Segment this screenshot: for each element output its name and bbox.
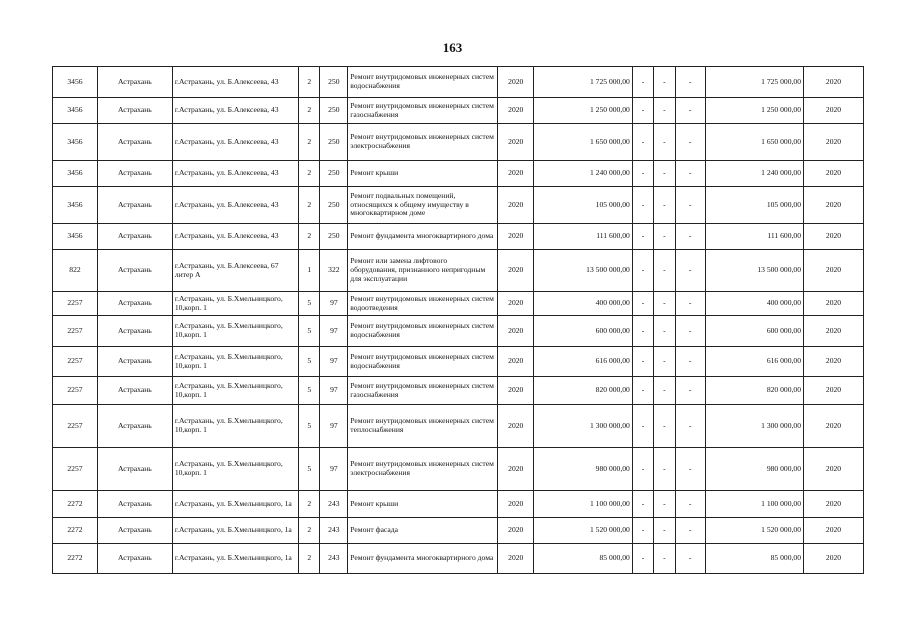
row-address: г.Астрахань, ул. Б.Алексеева, 43 [172,224,298,250]
table-row [53,292,864,316]
row-floors: 2 [299,491,320,518]
row-end-year: 2020 [804,518,864,544]
row-floors: 2 [299,98,320,124]
row-year: 2020 [498,316,534,347]
row-dash-3: - [675,518,705,544]
table-row [53,224,864,250]
row-work-type: Ремонт внутридомовых инженерных систем электроснабжения [348,124,498,161]
row-end-year: 2020 [804,250,864,292]
row-cost: 13 500 000,00 [534,250,632,292]
row-address: г.Астрахань, ул. Б.Алексеева, 43 [172,161,298,187]
row-cost: 1 300 000,00 [534,405,632,448]
page-number: 163 [442,40,463,55]
row-id: 3456 [53,124,98,161]
row-dash-2: - [654,544,675,574]
row-total: 1 240 000,00 [705,161,803,187]
repair-program-table [52,66,864,574]
row-floors: 5 [299,377,320,405]
row-end-year: 2020 [804,161,864,187]
table-row [53,161,864,187]
row-cost: 1 240 000,00 [534,161,632,187]
row-apartments: 250 [320,187,348,224]
row-apartments: 97 [320,347,348,377]
row-id: 2272 [53,544,98,574]
row-end-year: 2020 [804,347,864,377]
row-dash-2: - [654,405,675,448]
row-dash-2: - [654,518,675,544]
row-address: г.Астрахань, ул. Б.Хмельницкого, 10,корп. 1 [172,316,298,347]
row-cost: 820 000,00 [534,377,632,405]
row-floors: 2 [299,124,320,161]
table-row [53,491,864,518]
row-id: 2272 [53,518,98,544]
row-end-year: 2020 [804,448,864,491]
row-address: г.Астрахань, ул. Б.Хмельницкого, 10,корп. 1 [172,377,298,405]
row-cost: 111 600,00 [534,224,632,250]
row-cost: 616 000,00 [534,347,632,377]
row-apartments: 250 [320,124,348,161]
row-dash-3: - [675,316,705,347]
row-city: Астрахань [97,67,172,98]
row-address: г.Астрахань, ул. Б.Хмельницкого, 10,корп. 1 [172,292,298,316]
row-total: 1 725 000,00 [705,67,803,98]
row-work-type: Ремонт крыши [348,491,498,518]
row-id: 822 [53,250,98,292]
row-apartments: 243 [320,544,348,574]
row-total: 1 100 000,00 [705,491,803,518]
row-dash-3: - [675,292,705,316]
row-address: г.Астрахань, ул. Б.Хмельницкого, 10,корп. 1 [172,347,298,377]
row-city: Астрахань [97,292,172,316]
row-apartments: 97 [320,316,348,347]
row-year: 2020 [498,67,534,98]
row-city: Астрахань [97,377,172,405]
row-work-type: Ремонт внутридомовых инженерных систем теплоснабжения [348,405,498,448]
row-work-type: Ремонт внутридомовых инженерных систем водоотведения [348,292,498,316]
row-id: 3456 [53,224,98,250]
table-row [53,405,864,448]
row-apartments: 97 [320,405,348,448]
row-id: 3456 [53,67,98,98]
row-id: 2257 [53,405,98,448]
row-floors: 2 [299,518,320,544]
row-work-type: Ремонт внутридомовых инженерных систем газоснабжения [348,377,498,405]
row-city: Астрахань [97,491,172,518]
row-address: г.Астрахань, ул. Б.Хмельницкого, 10,корп. 1 [172,448,298,491]
row-floors: 2 [299,224,320,250]
row-work-type: Ремонт или замена лифтового оборудования, признанного непригодным для эксплуатации [348,250,498,292]
row-cost: 1 725 000,00 [534,67,632,98]
row-city: Астрахань [97,448,172,491]
row-city: Астрахань [97,187,172,224]
row-end-year: 2020 [804,405,864,448]
row-dash-2: - [654,98,675,124]
row-id: 2257 [53,316,98,347]
row-floors: 1 [299,250,320,292]
table-row [53,347,864,377]
row-total: 85 000,00 [705,544,803,574]
row-address: г.Астрахань, ул. Б.Алексеева, 67 литер А [172,250,298,292]
row-year: 2020 [498,491,534,518]
row-total: 105 000,00 [705,187,803,224]
row-city: Астрахань [97,98,172,124]
row-dash-1: - [632,316,653,347]
row-total: 13 500 000,00 [705,250,803,292]
table-row [53,187,864,224]
row-dash-2: - [654,292,675,316]
row-end-year: 2020 [804,292,864,316]
row-year: 2020 [498,377,534,405]
row-apartments: 243 [320,518,348,544]
row-floors: 5 [299,405,320,448]
row-dash-2: - [654,316,675,347]
row-work-type: Ремонт внутридомовых инженерных систем водоснабжения [348,347,498,377]
row-dash-1: - [632,161,653,187]
row-dash-1: - [632,377,653,405]
row-end-year: 2020 [804,67,864,98]
row-apartments: 97 [320,448,348,491]
row-cost: 600 000,00 [534,316,632,347]
row-work-type: Ремонт внутридомовых инженерных систем электроснабжения [348,448,498,491]
table-row [53,518,864,544]
row-year: 2020 [498,544,534,574]
row-work-type: Ремонт фундамента многоквартирного дома [348,224,498,250]
row-id: 2257 [53,292,98,316]
row-id: 3456 [53,98,98,124]
row-address: г.Астрахань, ул. Б.Хмельницкого, 1а [172,491,298,518]
row-dash-1: - [632,67,653,98]
row-floors: 2 [299,544,320,574]
row-work-type: Ремонт фасада [348,518,498,544]
row-apartments: 250 [320,67,348,98]
row-dash-3: - [675,491,705,518]
row-dash-2: - [654,448,675,491]
table-row [53,124,864,161]
table-row [53,98,864,124]
row-dash-3: - [675,544,705,574]
row-cost: 980 000,00 [534,448,632,491]
table-row [53,250,864,292]
row-dash-1: - [632,98,653,124]
row-total: 980 000,00 [705,448,803,491]
row-dash-2: - [654,224,675,250]
row-id: 2257 [53,347,98,377]
row-address: г.Астрахань, ул. Б.Алексеева, 43 [172,98,298,124]
row-apartments: 250 [320,98,348,124]
row-floors: 5 [299,316,320,347]
table-body [53,67,864,574]
row-cost: 1 650 000,00 [534,124,632,161]
row-cost: 400 000,00 [534,292,632,316]
row-dash-1: - [632,124,653,161]
row-dash-1: - [632,347,653,377]
row-city: Астрахань [97,544,172,574]
row-dash-3: - [675,250,705,292]
row-dash-2: - [654,161,675,187]
row-dash-2: - [654,187,675,224]
row-city: Астрахань [97,405,172,448]
row-address: г.Астрахань, ул. Б.Алексеева, 43 [172,187,298,224]
row-cost: 105 000,00 [534,187,632,224]
row-dash-3: - [675,224,705,250]
row-end-year: 2020 [804,224,864,250]
row-dash-2: - [654,377,675,405]
row-dash-1: - [632,250,653,292]
row-end-year: 2020 [804,316,864,347]
row-year: 2020 [498,250,534,292]
row-apartments: 97 [320,377,348,405]
row-cost: 1 520 000,00 [534,518,632,544]
row-cost: 85 000,00 [534,544,632,574]
row-dash-3: - [675,347,705,377]
row-year: 2020 [498,98,534,124]
row-dash-2: - [654,347,675,377]
row-work-type: Ремонт фундамента многоквартирного дома [348,544,498,574]
row-work-type: Ремонт внутридомовых инженерных систем водоснабжения [348,67,498,98]
row-apartments: 250 [320,224,348,250]
row-apartments: 322 [320,250,348,292]
row-end-year: 2020 [804,124,864,161]
row-work-type: Ремонт крыши [348,161,498,187]
row-total: 1 650 000,00 [705,124,803,161]
row-city: Астрахань [97,347,172,377]
row-dash-3: - [675,405,705,448]
table-row [53,316,864,347]
row-apartments: 97 [320,292,348,316]
row-dash-3: - [675,124,705,161]
row-apartments: 250 [320,161,348,187]
row-floors: 5 [299,292,320,316]
row-dash-3: - [675,67,705,98]
row-year: 2020 [498,187,534,224]
table-row [53,448,864,491]
row-dash-3: - [675,98,705,124]
row-end-year: 2020 [804,98,864,124]
row-floors: 2 [299,161,320,187]
row-year: 2020 [498,224,534,250]
row-total: 400 000,00 [705,292,803,316]
row-dash-3: - [675,448,705,491]
row-city: Астрахань [97,518,172,544]
row-cost: 1 250 000,00 [534,98,632,124]
row-total: 1 300 000,00 [705,405,803,448]
row-dash-3: - [675,187,705,224]
row-end-year: 2020 [804,377,864,405]
table-row [53,544,864,574]
row-total: 820 000,00 [705,377,803,405]
row-id: 2257 [53,448,98,491]
row-address: г.Астрахань, ул. Б.Хмельницкого, 1а [172,518,298,544]
row-cost: 1 100 000,00 [534,491,632,518]
row-dash-1: - [632,292,653,316]
row-address: г.Астрахань, ул. Б.Хмельницкого, 10,корп. 1 [172,405,298,448]
row-floors: 5 [299,448,320,491]
row-city: Астрахань [97,316,172,347]
row-floors: 2 [299,187,320,224]
row-work-type: Ремонт внутридомовых инженерных систем водоснабжения [348,316,498,347]
row-floors: 5 [299,347,320,377]
row-dash-2: - [654,250,675,292]
row-work-type: Ремонт внутридомовых инженерных систем газоснабжения [348,98,498,124]
row-dash-1: - [632,405,653,448]
row-end-year: 2020 [804,491,864,518]
row-total: 616 000,00 [705,347,803,377]
table-row [53,377,864,405]
row-dash-1: - [632,187,653,224]
row-city: Астрахань [97,224,172,250]
row-city: Астрахань [97,124,172,161]
row-dash-2: - [654,491,675,518]
row-total: 600 000,00 [705,316,803,347]
row-year: 2020 [498,518,534,544]
row-dash-1: - [632,491,653,518]
row-floors: 2 [299,67,320,98]
row-year: 2020 [498,124,534,161]
row-end-year: 2020 [804,544,864,574]
row-dash-2: - [654,67,675,98]
row-city: Астрахань [97,161,172,187]
row-year: 2020 [498,347,534,377]
row-work-type: Ремонт подвальных помещений, относящихся к общему имуществу в многоквартирном доме [348,187,498,224]
row-year: 2020 [498,292,534,316]
table-row [53,67,864,98]
row-address: г.Астрахань, ул. Б.Алексеева, 43 [172,67,298,98]
row-dash-1: - [632,518,653,544]
row-dash-1: - [632,448,653,491]
row-apartments: 243 [320,491,348,518]
row-total: 1 520 000,00 [705,518,803,544]
row-year: 2020 [498,448,534,491]
row-total: 111 600,00 [705,224,803,250]
row-year: 2020 [498,405,534,448]
row-address: г.Астрахань, ул. Б.Алексеева, 43 [172,124,298,161]
row-id: 2257 [53,377,98,405]
row-id: 2272 [53,491,98,518]
row-dash-1: - [632,544,653,574]
row-id: 3456 [53,161,98,187]
row-year: 2020 [498,161,534,187]
row-id: 3456 [53,187,98,224]
row-dash-3: - [675,377,705,405]
row-end-year: 2020 [804,187,864,224]
row-total: 1 250 000,00 [705,98,803,124]
row-dash-3: - [675,161,705,187]
row-city: Астрахань [97,250,172,292]
row-dash-2: - [654,124,675,161]
row-dash-1: - [632,224,653,250]
row-address: г.Астрахань, ул. Б.Хмельницкого, 1а [172,544,298,574]
